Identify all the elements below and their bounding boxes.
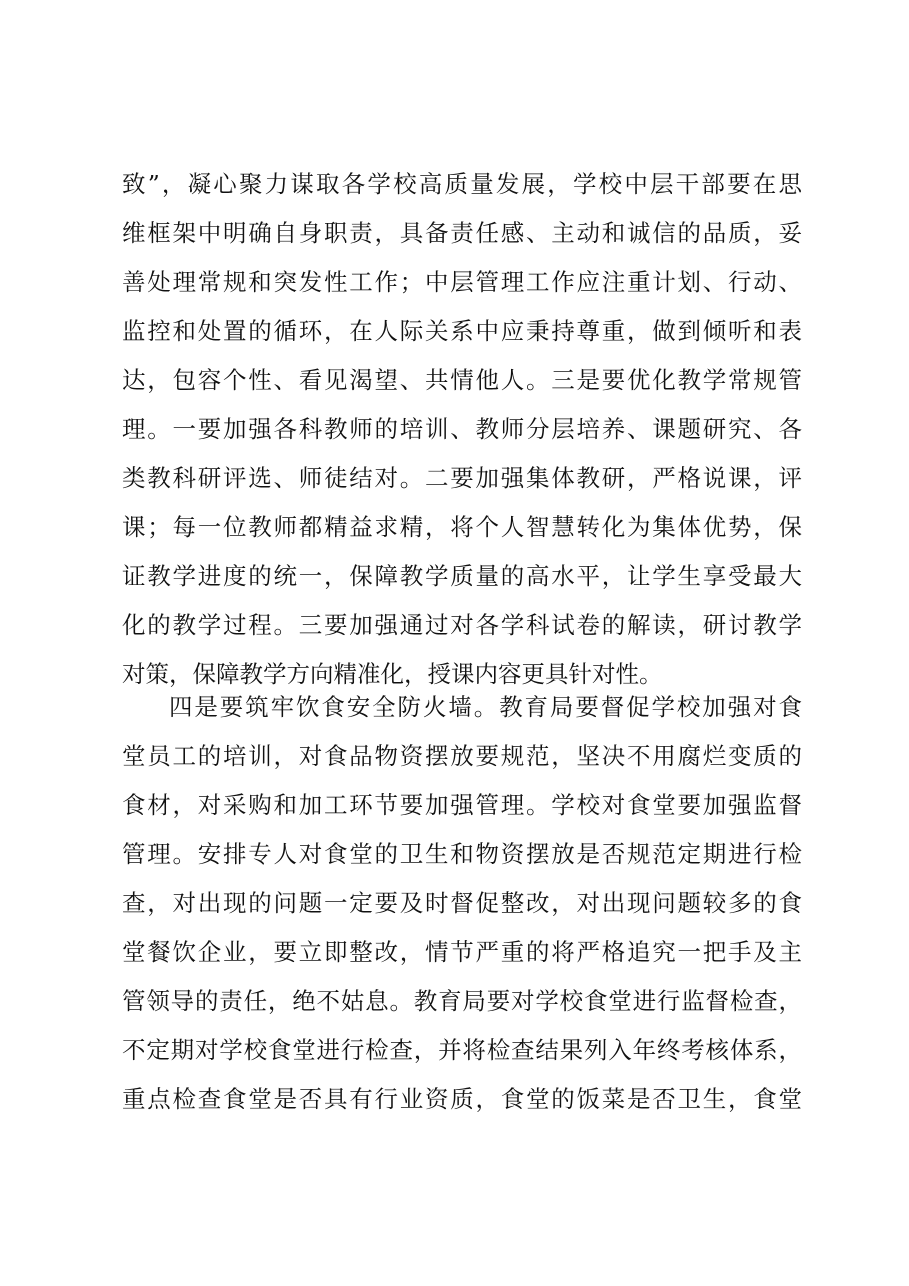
text-line: 对策，保障教学方向精准化，授课内容更具针对性。 <box>122 660 663 688</box>
text-line: 维框架中明确自身职责，具备责任感、主动和诚信的品质，妥 <box>122 219 802 247</box>
text-line: 管领导的责任，绝不姑息。教育局要对学校食堂进行监督检查， <box>122 987 802 1015</box>
paragraph-1 <box>122 160 802 699</box>
text-line: 化的教学过程。三要加强通过对各学科试卷的解读，研讨教学 <box>122 611 802 639</box>
text-line: 四是要筑牢饮食安全防火墙。教育局要督促学校加强对食 <box>169 693 802 721</box>
text-line: 不定期对学校食堂进行检查，并将检查结果列入年终考核体系， <box>122 1036 802 1064</box>
text-line: 查，对出现的问题一定要及时督促整改，对出现问题较多的食 <box>122 889 802 917</box>
text-line: 管理。安排专人对食堂的卫生和物资摆放是否规范定期进行检 <box>122 840 802 868</box>
text-line: 食材，对采购和加工环节要加强管理。学校对食堂要加强监督 <box>122 791 802 819</box>
text-line: 善处理常规和突发性工作；中层管理工作应注重计划、行动、 <box>122 268 802 296</box>
paragraph-2 <box>122 683 802 1124</box>
text-line: 重点检查食堂是否具有行业资质，食堂的饭菜是否卫生，食堂 <box>122 1085 802 1113</box>
text-line: 致”，凝心聚力谋取各学校高质量发展，学校中层干部要在思 <box>122 170 802 198</box>
text-line: 监控和处置的循环，在人际关系中应秉持尊重，做到倾听和表 <box>122 317 802 345</box>
text-line: 课；每一位教师都精益求精，将个人智慧转化为集体优势，保 <box>122 513 802 541</box>
text-line: 堂餐饮企业，要立即整改，情节严重的将严格追究一把手及主 <box>122 938 802 966</box>
text-line: 理。一要加强各科教师的培训、教师分层培养、课题研究、各 <box>122 415 802 443</box>
text-line: 类教科研评选、师徒结对。二要加强集体教研，严格说课，评 <box>122 464 802 492</box>
text-line: 达，包容个性、看见渴望、共情他人。三是要优化教学常规管 <box>122 366 802 394</box>
text-line: 堂员工的培训，对食品物资摆放要规范，坚决不用腐烂变质的 <box>122 742 802 770</box>
text-line: 证教学进度的统一，保障教学质量的高水平，让学生享受最大 <box>122 562 802 590</box>
